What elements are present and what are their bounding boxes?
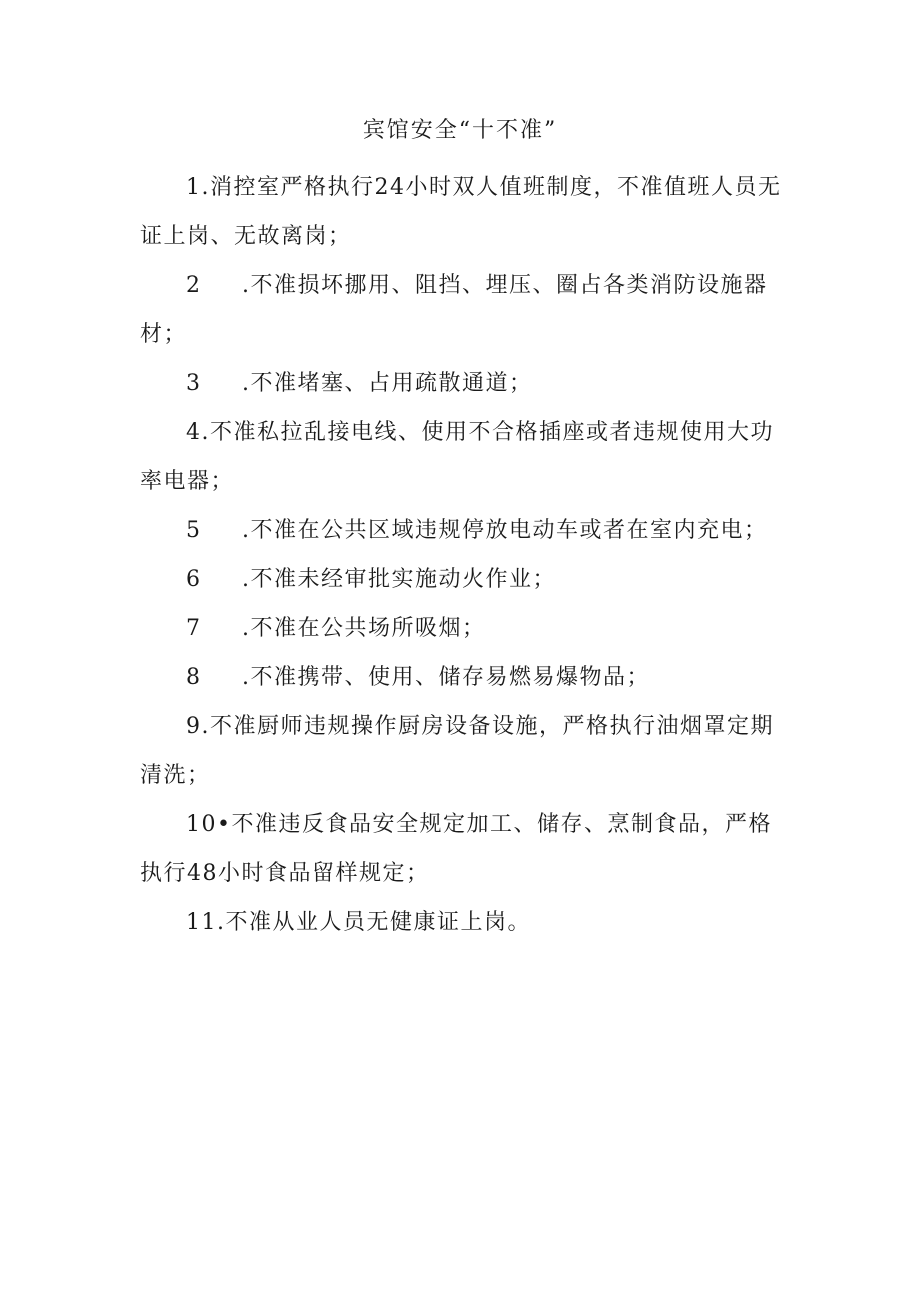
rule-number: 10 [186, 812, 217, 837]
rule-text: •不准违反食品安全规定加工、储存、烹制食品，严格执行48小时食品留样规定； [140, 812, 772, 886]
rule-item-9 [140, 702, 785, 800]
rule-number: 1 [186, 175, 202, 200]
rule-text: .不准在公共区域违规停放电动车或者在室内充电； [242, 518, 768, 543]
rule-item-7 [140, 604, 785, 653]
rule-text: .不准从业人员无健康证上岗。 [217, 910, 531, 935]
rule-text: .不准未经审批实施动火作业； [242, 567, 556, 592]
rule-item-3 [140, 359, 785, 408]
rule-item-8 [140, 653, 785, 702]
rule-item-11 [140, 898, 785, 947]
rule-text: .不准堵塞、占用疏散通道； [242, 371, 533, 396]
rule-text: .不准在公共场所吸烟； [242, 616, 486, 641]
rule-text: .不准携带、使用、储存易燃易爆物品； [242, 665, 650, 690]
rule-text: .不准损坏挪用、阻挡、埋压、圈占各类消防设施器材； [140, 273, 768, 347]
rule-text: .消控室严格执行24小时双人值班制度，不准值班人员无证上岗、无故离岗； [140, 175, 782, 249]
rule-item-1 [140, 163, 785, 261]
rules-list [140, 163, 785, 947]
rule-text: .不准厨师违规操作厨房设备设施，严格执行油烟罩定期清洗； [140, 714, 774, 788]
rule-item-4 [140, 408, 785, 506]
rule-number: 4 [186, 420, 202, 445]
rule-text: .不准私拉乱接电线、使用不合格插座或者违规使用大功率电器； [140, 420, 774, 494]
rule-number: 6 [186, 567, 202, 592]
rule-number: 5 [186, 518, 202, 543]
rule-number: 11 [186, 910, 217, 935]
document-title: 宾馆安全“十不准” [362, 118, 558, 143]
rule-number: 9 [186, 714, 202, 739]
rule-number: 3 [186, 371, 202, 396]
rule-item-10 [140, 800, 785, 898]
rule-number: 2 [186, 273, 202, 298]
rule-number: 8 [186, 665, 202, 690]
rule-item-2 [140, 261, 785, 359]
rule-item-6 [140, 555, 785, 604]
rule-item-5 [140, 506, 785, 555]
rule-number: 7 [186, 616, 202, 641]
